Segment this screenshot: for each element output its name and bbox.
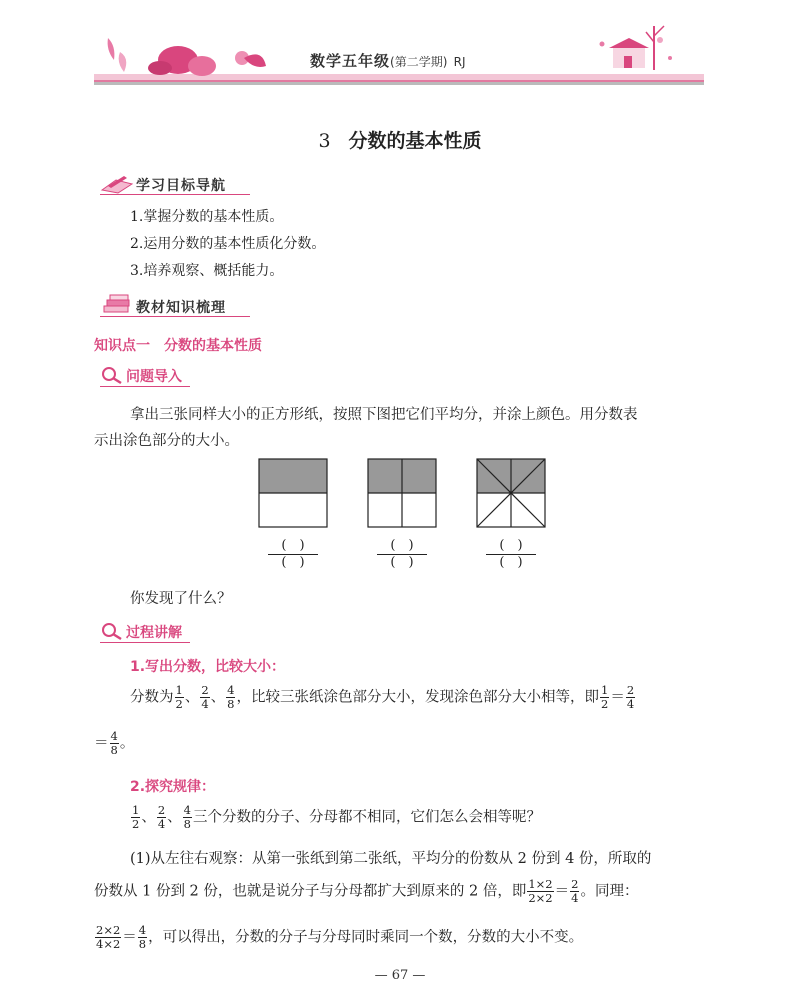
square-halves [258, 458, 328, 528]
intro-underline [100, 386, 190, 387]
blank-denominator: ( ) [499, 555, 523, 570]
magnifier-icon [100, 365, 124, 385]
process-heading: 过程讲解 [126, 625, 182, 641]
lesson-number: 3 [318, 130, 331, 152]
fraction-1-2: $\frac{1}{2}$ [175, 683, 183, 711]
fraction-2x2-4x2: $\frac{2\times 2}{4\times 2}$ [96, 923, 121, 951]
fraction-2-4: $\frac{2}{4}$ [201, 683, 209, 711]
observation-line1: (1)从左往右观察：从第一张纸到第二张纸，平均分的份数从 2 份到 4 份，所取的 [130, 851, 652, 867]
books-icon [100, 294, 134, 316]
fraction-2-4: $\frac{2}{4}$ [571, 877, 579, 905]
intro-question: 你发现了什么？ [130, 591, 232, 607]
fraction-2-4: $\frac{2}{4}$ [626, 683, 635, 711]
pencil-book-icon [100, 172, 134, 194]
knowledge-underline [100, 316, 250, 317]
blank-numerator: ( ) [486, 538, 536, 555]
observation-line3-text: ，可以得出，分数的分子与分母同时乘同一个数，分数的大小不变。 [148, 929, 584, 946]
observation-line3: $\frac{2\times 2}{4\times 2}$ ＝ $\frac{4}{8}$ ，可以得出，分数的分子与分母同时乘同一个数，分数的大小不变。 [96, 923, 584, 951]
blank-denominator: ( ) [390, 555, 414, 570]
fraction-1x2-2x2: $\frac{1\times 2}{2\times 2}$ [528, 877, 553, 905]
term-label: (第二学期) [390, 55, 448, 69]
goal-item: 2.运用分数的基本性质化分数。 [130, 236, 326, 252]
lesson-title: 分数的基本性质 [348, 130, 482, 152]
intro-heading: 问题导入 [126, 369, 182, 385]
fraction-4-8: $\frac{4}{8}$ [227, 683, 235, 711]
goal-item: 1.掌握分数的基本性质。 [130, 209, 284, 225]
blank-denominator: ( ) [281, 555, 305, 570]
step1-text-b: ，比较三张纸涂色部分大小，发现涂色部分大小相等，即 [236, 689, 599, 706]
edition-label: RJ [453, 55, 466, 69]
step2-text-body: 三个分数的分子、分母都不相同，它们怎么会相等呢？ [192, 809, 541, 826]
fraction-2-4: $\frac{2}{4}$ [157, 803, 166, 831]
book-title: 数学五年级 [310, 52, 391, 70]
step1-text-cont: ＝ $\frac{4}{8}$ 。 [94, 729, 135, 757]
header-title [310, 50, 466, 71]
blank-numerator: ( ) [377, 538, 427, 555]
fraction-1-2: $\frac{1}{2}$ [600, 683, 609, 711]
knowledge-section-label: 教材知识梳理 [136, 300, 226, 316]
step2-title: 2.探究规律： [130, 779, 216, 795]
step1-text-a: 分数为 [130, 689, 174, 706]
step1-text: 分数为 $\frac{1}{2}$ 、 $\frac{2}{4}$ 、 $\frac{4}{8}$ ，比较三张纸涂色部分大小，发现涂色部分大小相等，即 $\frac{1}{2}$ ＝ $\frac{2}{4}$ [130, 683, 635, 711]
answer-blank-fraction[interactable] [486, 538, 536, 571]
intro-text-line1: 拿出三张同样大小的正方形纸，按照下图把它们平均分，并涂上颜色。用分数表 [130, 407, 638, 423]
fraction-4-8: $\frac{4}{8}$ [110, 729, 118, 757]
goals-underline [100, 194, 250, 195]
knowledge-point-heading: 知识点一 分数的基本性质 [94, 338, 262, 354]
square-quarters [367, 458, 437, 528]
page-title [0, 126, 800, 153]
step1-title: 1.写出分数，比较大小： [130, 659, 286, 675]
page-number: — 67 — [374, 968, 426, 983]
observation-line2: 份数从 1 份到 2 份，也就是说分子与分母都扩大到原来的 2 倍，即 $\frac{1\times 2}{2\times 2}$ ＝ $\frac{2}{4}$ 。同理： [94, 877, 639, 905]
fraction-4-8: $\frac{4}{8}$ [183, 803, 191, 831]
answer-blank-fraction[interactable] [268, 538, 318, 571]
observation-line2-text: 份数从 1 份到 2 份，也就是说分子与分母都扩大到原来的 2 倍，即 [94, 883, 527, 900]
step2-text: $\frac{1}{2}$ 、 $\frac{2}{4}$ 、 $\frac{4}{8}$ 三个分数的分子、分母都不相同，它们怎么会相等呢？ [132, 803, 541, 831]
process-underline [100, 642, 190, 643]
fraction-1-2: $\frac{1}{2}$ [132, 803, 140, 831]
magnifier-icon [100, 621, 124, 641]
fraction-4-8: $\frac{4}{8}$ [138, 923, 147, 951]
intro-text-line2: 示出涂色部分的大小。 [94, 433, 239, 449]
answer-blank-fraction[interactable] [377, 538, 427, 571]
goal-item: 3.培养观察、概括能力。 [130, 263, 284, 279]
blank-numerator: ( ) [268, 538, 318, 555]
square-eighths [476, 458, 546, 528]
goals-section-label: 学习目标导航 [136, 178, 226, 194]
